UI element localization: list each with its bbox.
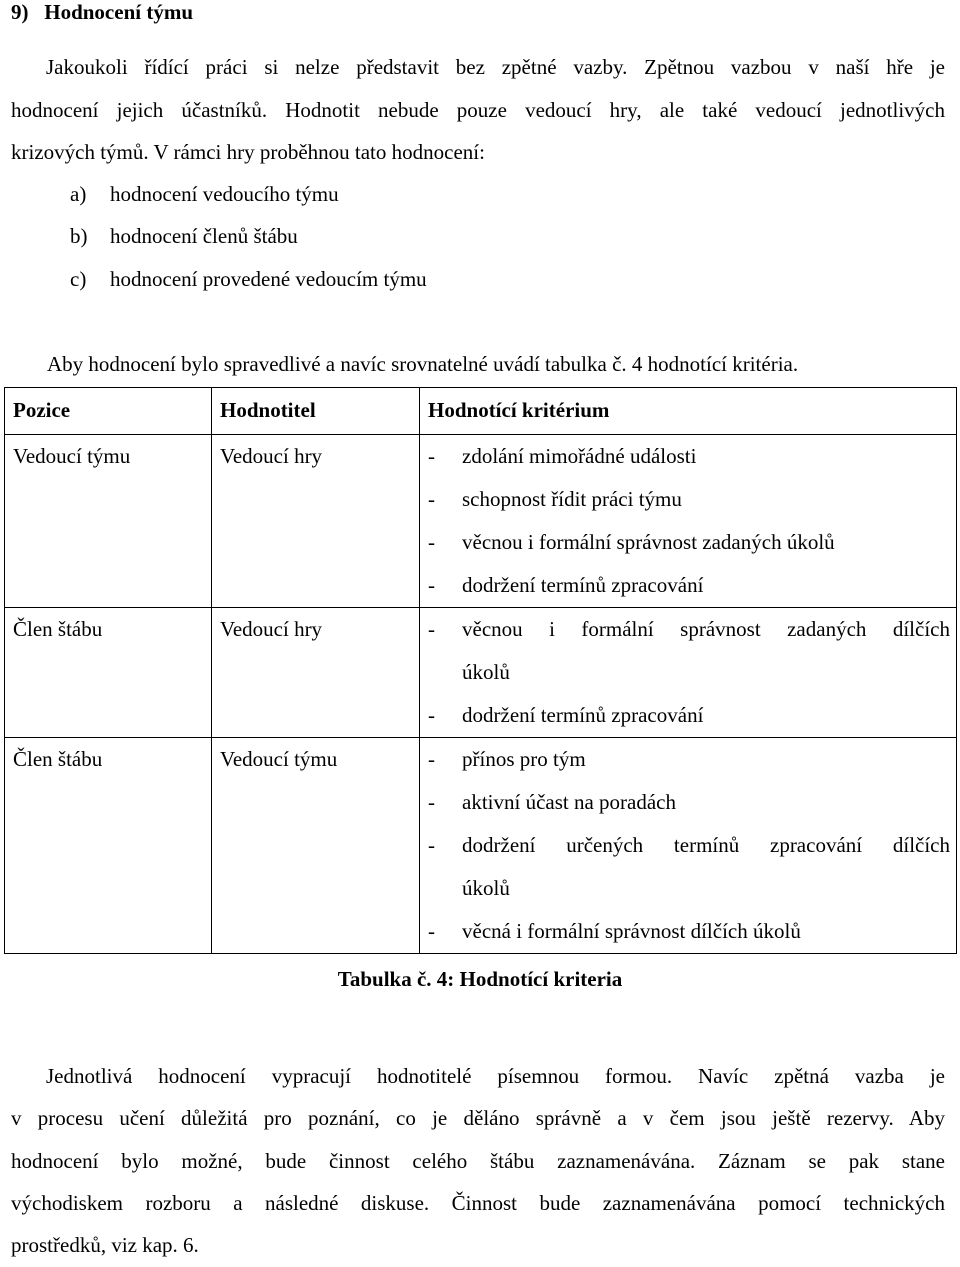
list-text: hodnocení provedené vedoucím týmu: [110, 267, 427, 291]
criterion-item: [428, 478, 956, 521]
closing-paragraph-line-2: v procesu učení důležitá pro poznání, co je děláno správně a v čem jsou ještě rezervy. Aby: [11, 1106, 945, 1130]
list-text: hodnocení vedoucího týmu: [110, 182, 339, 206]
criterion-item: [428, 694, 956, 737]
criterion-item: [428, 910, 956, 953]
dash: -: [428, 487, 435, 511]
evaluator-cell: [212, 435, 420, 608]
dash: -: [428, 703, 435, 727]
position-text: Člen štábu: [13, 617, 103, 641]
table-row: [5, 435, 957, 608]
list-letter: c): [70, 267, 87, 291]
dash: -: [428, 919, 435, 943]
criterion-text: dodržení termínů zpracování: [462, 703, 704, 727]
section-heading: 9) Hodnocení týmu: [11, 0, 194, 24]
dash: -: [428, 747, 435, 771]
criteria-cell: [420, 435, 957, 608]
evaluation-item-c: [70, 258, 427, 301]
criteria-cell: [420, 608, 957, 738]
evaluator-cell: [212, 608, 420, 738]
criterion-text: věcnou i formální správnost zadaných úkolů: [462, 530, 835, 554]
criterion-text: úkolů: [462, 876, 510, 900]
criterion-item: [428, 824, 956, 867]
dash: -: [428, 790, 435, 814]
header-evaluator: Hodnotitel: [212, 388, 420, 435]
criteria-table: [4, 387, 957, 954]
list-letter: b): [70, 224, 88, 248]
criterion-text: přínos pro tým: [462, 747, 586, 771]
table-header-row: [5, 388, 957, 435]
evaluator-text: Vedoucí hry: [220, 444, 323, 468]
intro-paragraph-line-1: [11, 46, 945, 89]
closing-paragraph-line-1: [11, 1055, 945, 1098]
evaluator-cell: [212, 738, 420, 954]
list-text: hodnocení členů štábu: [110, 224, 298, 248]
table-note: Aby hodnocení bylo spravedlivé a navíc srovnatelné uvádí tabulka č. 4 hodnotící kritéria.: [47, 352, 799, 376]
criteria-cell: [420, 738, 957, 954]
evaluation-item-b: [70, 215, 298, 258]
intro-text-1: Jakoukoli řídící práci si nelze představit bez zpětné vazby. Zpětnou vazbou v naší hře je: [46, 55, 945, 79]
evaluation-item-a: [70, 173, 339, 216]
dash: -: [428, 617, 435, 641]
criterion-text: dodržení určených termínů zpracování dílčích: [462, 833, 950, 857]
criterion-text: zdolání mimořádné události: [462, 444, 697, 468]
dash: -: [428, 833, 435, 857]
position-text: Vedoucí týmu: [13, 444, 131, 468]
criterion-text: aktivní účast na poradách: [462, 790, 676, 814]
criterion-text: věcná i formální správnost dílčích úkolů: [462, 919, 801, 943]
criterion-item: [428, 521, 956, 564]
intro-paragraph-line-3: krizových týmů. V rámci hry proběhnou tato hodnocení:: [11, 140, 485, 164]
closing-paragraph-line-3: hodnocení bylo možné, bude činnost celého štábu zaznamenávána. Záznam se pak stane: [11, 1149, 945, 1173]
criterion-text: schopnost řídit práci týmu: [462, 487, 682, 511]
header-criterion: Hodnotící kritérium: [420, 388, 957, 435]
dash: -: [428, 573, 435, 597]
evaluator-text: Vedoucí týmu: [220, 747, 338, 771]
criterion-text: věcnou i formální správnost zadaných dílčích: [462, 617, 950, 641]
criterion-item: [428, 608, 956, 651]
evaluator-text: Vedoucí hry: [220, 617, 323, 641]
criterion-item: [428, 781, 956, 824]
dash: -: [428, 530, 435, 554]
criterion-item: [428, 738, 956, 781]
position-text: Člen štábu: [13, 747, 103, 771]
table-caption: Tabulka č. 4: Hodnotící kriteria: [337, 967, 623, 991]
criterion-item: [428, 435, 956, 478]
closing-paragraph-line-5: prostředků, viz kap. 6.: [11, 1233, 199, 1257]
criterion-item: [428, 564, 956, 607]
table-row: [5, 608, 957, 738]
list-letter: a): [70, 182, 87, 206]
criterion-text: úkolů: [462, 660, 510, 684]
position-cell: [5, 608, 212, 738]
closing-paragraph-line-4: východiskem rozboru a následné diskuse. Činnost bude zaznamenávána pomocí technických: [11, 1191, 945, 1215]
position-cell: [5, 738, 212, 954]
header-position: Pozice: [5, 388, 212, 435]
dash: -: [428, 444, 435, 468]
closing-text-1: Jednotlivá hodnocení vypracují hodnotitelé písemnou formou. Navíc zpětná vazba je: [46, 1064, 945, 1088]
criterion-item-continuation: [428, 651, 956, 694]
intro-paragraph-line-2: hodnocení jejich účastníků. Hodnotit nebude pouze vedoucí hry, ale také vedoucí jednotlivých: [11, 98, 945, 122]
table-row: [5, 738, 957, 954]
position-cell: [5, 435, 212, 608]
criterion-item-continuation: [428, 867, 956, 910]
criterion-text: dodržení termínů zpracování: [462, 573, 704, 597]
